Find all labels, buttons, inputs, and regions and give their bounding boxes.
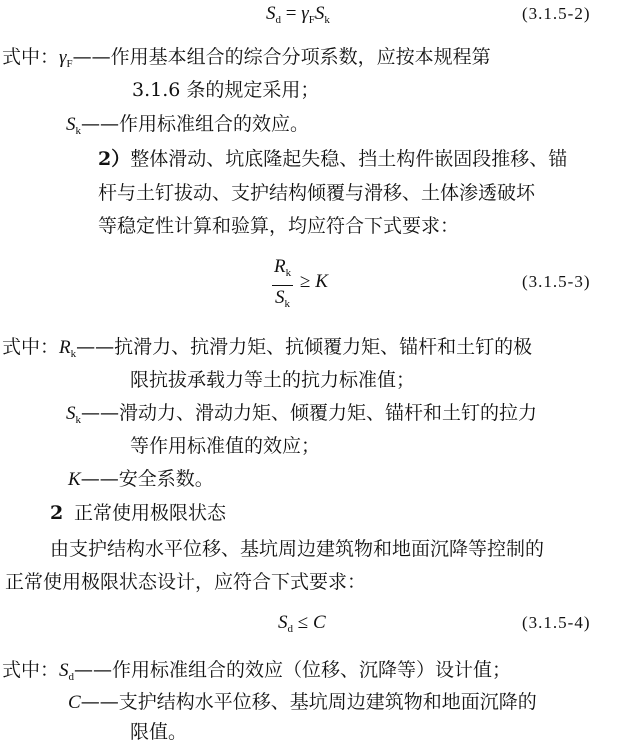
definition-text: 作用基本组合的综合分项系数，应按本规程第	[110, 46, 491, 68]
equation-number: (3.1.5-2)	[522, 4, 591, 23]
eq-symbol: S	[314, 3, 325, 24]
paragraph-line: 由支护结构水平位移、基坑周边建筑物和地面沉降等控制的	[50, 538, 545, 560]
definition-symbol: S	[66, 114, 76, 135]
definition-line	[68, 467, 214, 492]
equation-3-1-5-2	[266, 2, 330, 32]
definition-text: 滑动力、滑动力矩、倾覆力矩、锚杆和土钉的拉力	[119, 402, 538, 424]
definition-text: 作用标准组合的效应。	[119, 113, 310, 135]
eq-symbol: K	[315, 271, 328, 292]
definition-continuation: 3.1.6 条的规定采用；	[132, 79, 320, 101]
eq-symbol: R	[274, 256, 286, 277]
eq-subscript: k	[284, 298, 291, 310]
eq-subscript: k	[285, 267, 292, 279]
eq-subscript: d	[287, 623, 293, 635]
definition-dash: ——	[72, 46, 111, 68]
eq-subscript: F	[308, 14, 315, 26]
definition-prefix: 式中：	[2, 46, 60, 68]
definition-text: 支护结构水平位移、基坑周边建筑物和地面沉降的	[118, 691, 537, 713]
item-continuation: 等稳定性计算和验算，均应符合下式要求：	[98, 215, 460, 237]
definition-text: 安全系数。	[118, 468, 214, 490]
definition-dash: ——	[81, 113, 119, 135]
section-title: 正常使用极限状态	[74, 502, 227, 524]
definition-dash: ——	[76, 336, 115, 358]
definition-continuation: 限抗拔承载力等土的抗力标准值；	[130, 369, 416, 391]
item-continuation: 杆与土钉拔动、支护结构倾覆与滑移、土体渗透破坏	[98, 182, 536, 204]
definition-subscript: d	[68, 671, 75, 683]
definition-dash: ——	[80, 468, 119, 490]
eq-symbol: S	[278, 612, 288, 633]
definition-continuation: 限值。	[130, 721, 188, 743]
definition-line	[66, 401, 537, 432]
eq-symbol: γ	[301, 3, 309, 24]
definition-dash: ——	[74, 659, 113, 681]
definition-line	[2, 45, 491, 76]
eq-symbol: S	[275, 287, 285, 308]
equation-3-1-5-3-fraction	[272, 256, 293, 315]
definition-line	[66, 112, 309, 143]
definition-line	[2, 658, 511, 689]
definition-subscript: k	[75, 125, 81, 137]
definition-symbol: γ	[59, 47, 67, 68]
definition-prefix: 式中：	[2, 336, 60, 358]
section-heading	[50, 501, 226, 525]
item-number: 2）	[98, 148, 131, 170]
definition-text: 作用标准组合的效应（位移、沉降等）设计值；	[112, 659, 512, 681]
definition-dash: ——	[80, 691, 119, 713]
definition-line	[2, 335, 532, 366]
paragraph-line: 正常使用极限状态设计，应符合下式要求：	[5, 571, 367, 593]
definition-symbol: R	[59, 337, 71, 358]
equation-3-1-5-4	[278, 611, 326, 641]
definition-line	[68, 690, 537, 715]
definition-symbol: K	[68, 469, 81, 490]
eq-symbol: C	[312, 612, 326, 633]
equation-number: (3.1.5-4)	[522, 613, 591, 632]
eq-subscript: k	[324, 14, 330, 26]
definition-symbol: C	[68, 692, 81, 713]
definition-symbol: S	[66, 403, 76, 424]
equation-relation	[300, 270, 328, 294]
definition-continuation: 等作用标准值的效应；	[130, 435, 321, 457]
definition-subscript: k	[70, 348, 77, 360]
equation-number: (3.1.5-3)	[522, 272, 591, 291]
fraction-denominator	[272, 286, 293, 315]
eq-symbol: S	[266, 3, 276, 24]
definition-symbol: S	[59, 660, 69, 681]
eq-operator: =	[281, 3, 302, 24]
definition-subscript: k	[75, 414, 81, 426]
section-number: 2	[50, 502, 64, 524]
definition-text: 抗滑力、抗滑力矩、抗倾覆力矩、锚杆和土钉的极	[114, 336, 533, 358]
eq-subscript: d	[275, 14, 281, 26]
definition-dash: ——	[81, 402, 119, 424]
item-text: 整体滑动、坑底隆起失稳、挡土构件嵌固段推移、锚	[130, 148, 568, 170]
eq-operator: ≥	[300, 271, 316, 292]
eq-operator: ≤	[293, 612, 313, 633]
definition-subscript: F	[66, 58, 73, 70]
definition-prefix: 式中：	[2, 659, 60, 681]
fraction-numerator	[272, 256, 293, 286]
list-item	[98, 147, 567, 171]
